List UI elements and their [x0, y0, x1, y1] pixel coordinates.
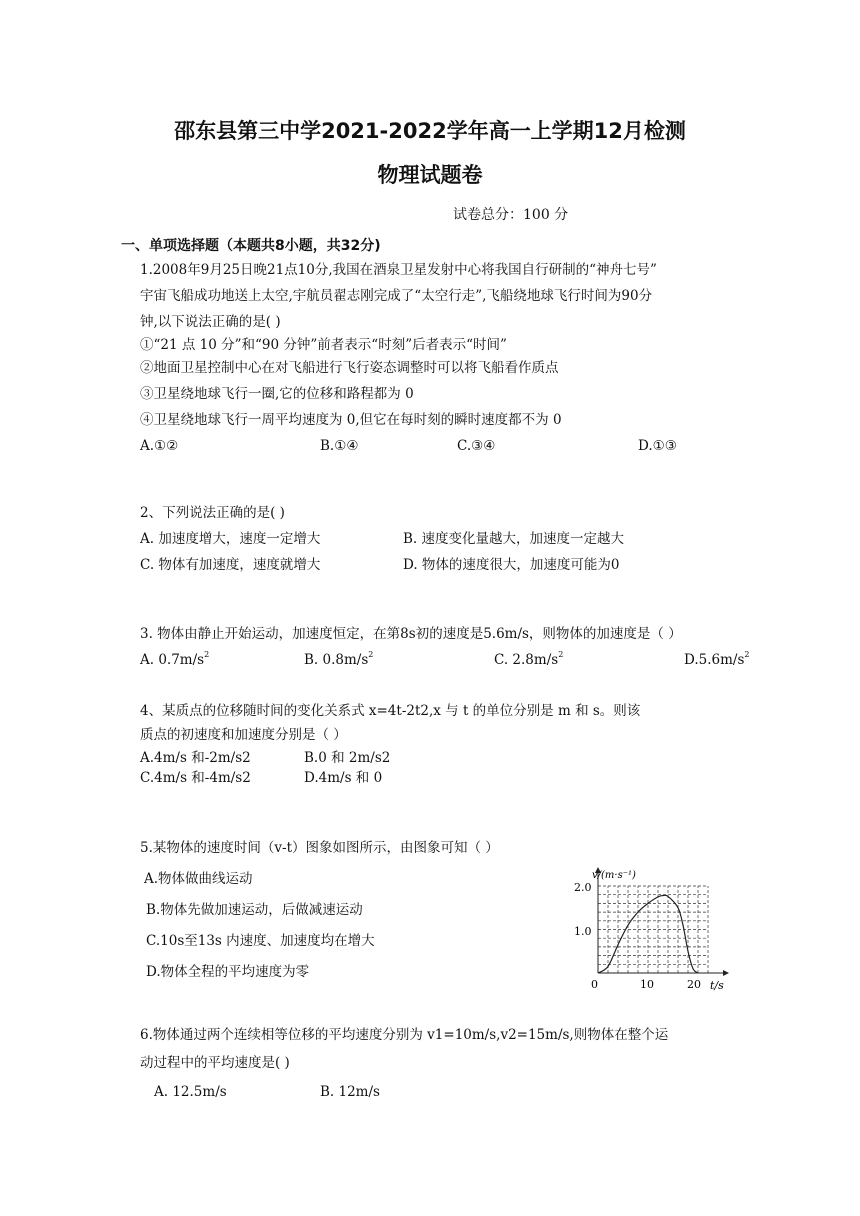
q1-statement: ③卫星绕地球飞行一圈,它的位移和路程都为 0: [140, 386, 414, 402]
x-tick-label: 20: [687, 978, 701, 991]
q3-stem: 3. 物体由静止开始运动，加速度恒定，在第8s初的速度是5.6m/s，则物体的加速度是（ ）: [140, 626, 682, 642]
q5-option-b: B.物体先做加速运动，后做减速运动: [146, 902, 363, 918]
y-axis-label: v/(m·s⁻¹): [592, 870, 636, 881]
q1-stem-line3: 钟,以下说法正确的是( ): [140, 314, 281, 330]
y-tick-label: 2.0: [574, 881, 592, 894]
q6-option-a: A. 12.5m/s: [154, 1084, 227, 1100]
q1-stem-line1: 1.2008年9月25日晚21点10分,我国在酒泉卫星发射中心将我国自行研制的“神舟七号”: [140, 262, 657, 278]
q5-option-c: C.10s至13s 内速度、加速度均在增大: [146, 933, 375, 949]
q4-option-d: D.4m/s 和 0: [304, 770, 383, 786]
q2-option-c: C. 物体有加速度，速度就增大: [140, 557, 321, 573]
q1-option-d: D.①③: [638, 438, 677, 454]
q4-option-b: B.0 和 2m/s2: [304, 750, 391, 766]
q1-statement: ②地面卫星控制中心在对飞船进行飞行姿态调整时可以将飞船看作质点: [140, 360, 559, 376]
q4-option-a: A.4m/s 和-2m/s2: [140, 750, 251, 766]
q5-option-a: A.物体做曲线运动: [144, 871, 253, 887]
q6-option-b: B. 12m/s: [320, 1084, 380, 1100]
y-tick-label: 1.0: [574, 925, 592, 938]
q1-stem-line2: 宇宙飞船成功地送上太空,宇航员翟志刚完成了“太空行走”,飞船绕地球飞行时间为90分: [140, 288, 653, 304]
q5-option-d: D.物体全程的平均速度为零: [146, 964, 310, 980]
q4-stem-line2: 质点的初速度和加速度分别是（ ）: [140, 727, 347, 743]
q2-option-d: D. 物体的速度很大，加速度可能为0: [403, 557, 620, 573]
q1-statement: ④卫星绕地球飞行一周平均速度为 0,但它在每时刻的瞬时速度都不为 0: [140, 412, 562, 428]
q1-statement: ①“21 点 10 分”和“90 分钟”前者表示“时刻”后者表示“时间”: [140, 337, 507, 353]
section-heading: 一、单项选择题（本题共8小题，共32分): [121, 238, 381, 254]
q6-stem-line1: 6.物体通过两个连续相等位移的平均速度分别为 v1=10m/s,v2=15m/s,则物体在整个运: [140, 1027, 669, 1043]
velocity-time-graph: [560, 862, 740, 992]
x-tick-label: 10: [640, 978, 654, 991]
q3-option-d: $D.5.6m/s^2$: [684, 650, 750, 668]
q1-option-a: A.①②: [140, 438, 179, 454]
chart-grid: [598, 886, 708, 973]
exam-title-line1: 邵东县第三中学2021-2022学年高一上学期12月检测: [174, 119, 686, 143]
q2-stem: 2、下列说法正确的是( ): [140, 505, 285, 521]
q3-option-a: A. $0.7m/s^2$: [140, 650, 210, 668]
exam-title-line2: 物理试题卷: [377, 163, 483, 187]
q4-stem-line1: 4、某质点的位移随时间的变化关系式 x=4t-2t2,x 与 t 的单位分别是 m 和 s。则该: [140, 703, 641, 719]
q6-stem-line2: 动过程中的平均速度是( ): [140, 1055, 290, 1071]
q5-stem: 5.某物体的速度时间（v-t）图象如图所示，由图象可知（ ）: [140, 840, 499, 856]
total-score: 试卷总分：100 分: [453, 207, 569, 223]
q3-option-b: B. $0.8m/s^2$: [304, 650, 374, 668]
q2-option-b: B. 速度变化量越大，加速度一定越大: [403, 531, 625, 547]
q1-option-b: B.①④: [320, 438, 359, 454]
x-tick-label: 0: [591, 978, 598, 991]
x-axis-label: t/s: [710, 979, 724, 992]
q2-option-a: A. 加速度增大，速度一定增大: [140, 531, 321, 547]
q4-option-c: C.4m/s 和-4m/s2: [140, 770, 251, 786]
q3-option-c: C. $2.8m/s^2$: [494, 650, 564, 668]
q1-option-c: C.③④: [457, 438, 496, 454]
